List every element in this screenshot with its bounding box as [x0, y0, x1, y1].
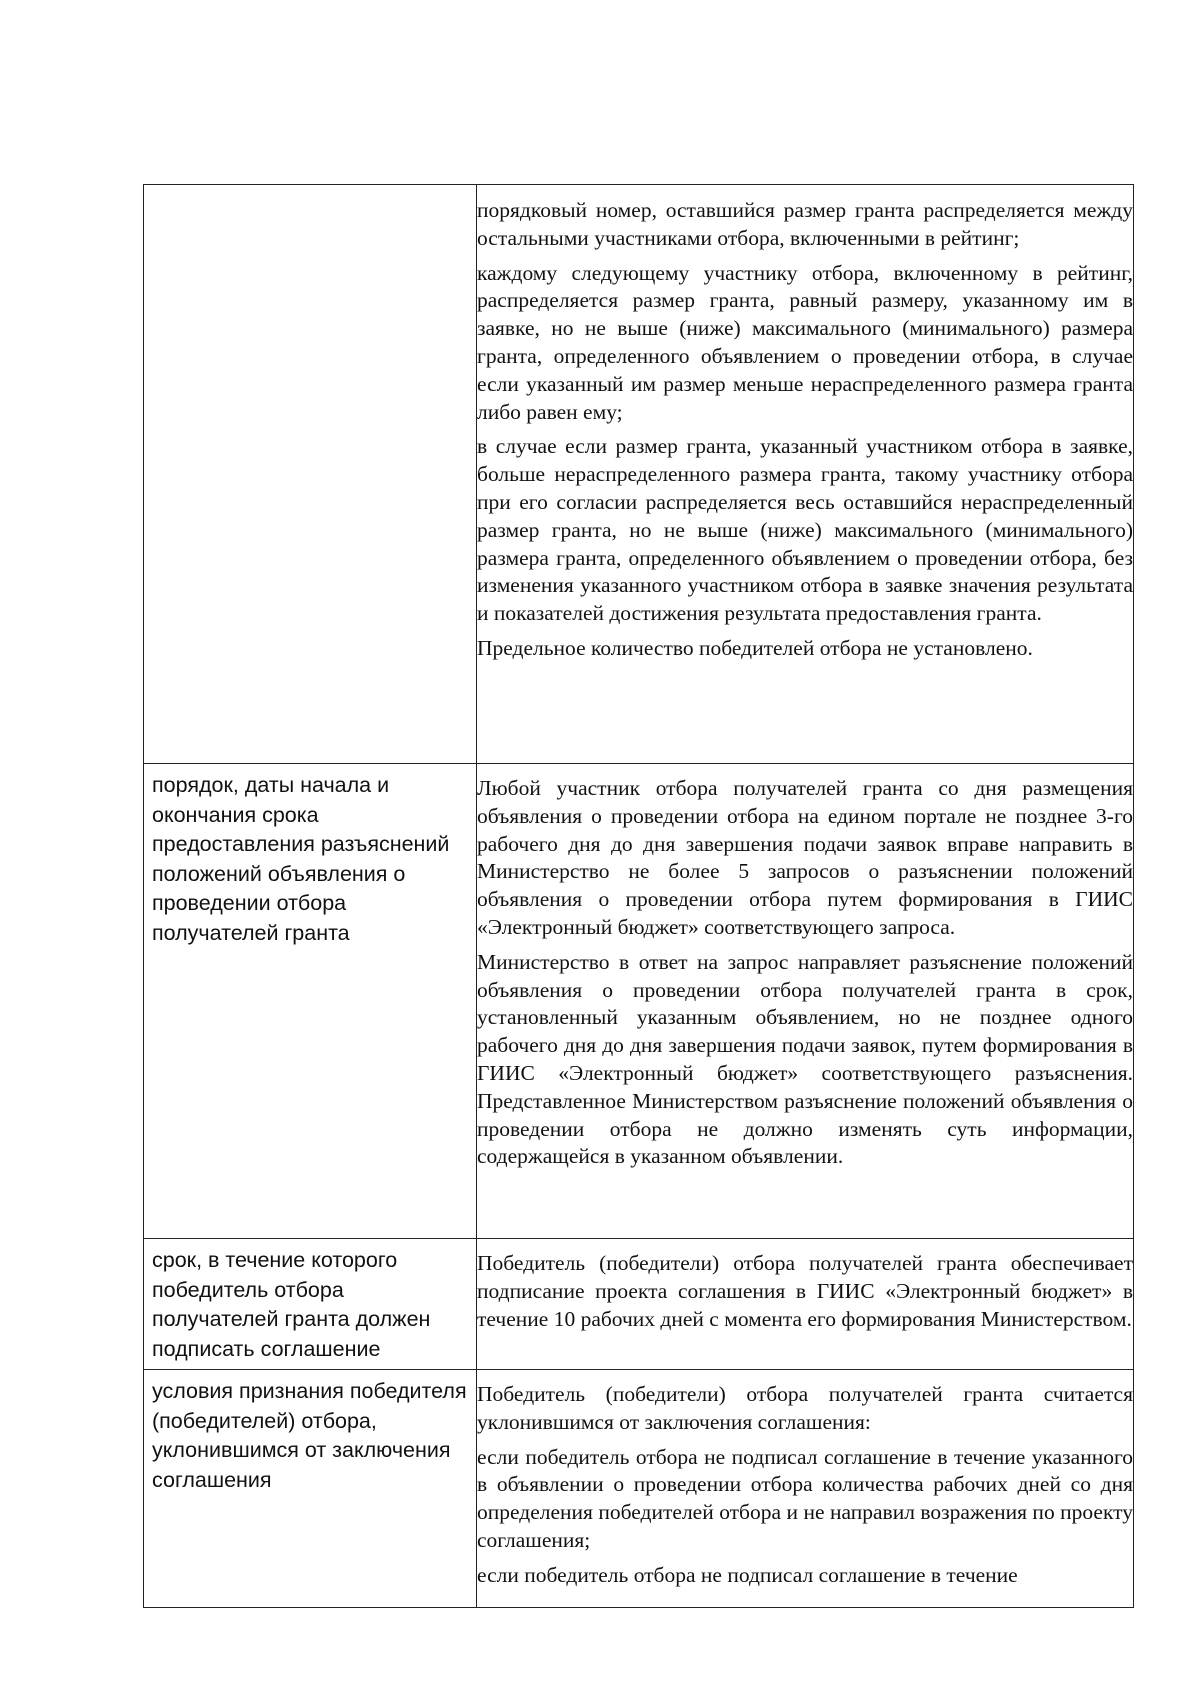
right-cell [477, 185, 1134, 764]
paragraph: если победитель отбора не подписал соглашение в течение [477, 1562, 1018, 1587]
document-table [143, 184, 1134, 1608]
paragraph: порядковый номер, оставшийся размер гранта распределяется между остальными участниками отбора, включенными в рейтинг; [477, 198, 1133, 250]
left-cell [144, 764, 477, 1239]
left-cell-text: срок, в течение которого победитель отбора получателей гранта должен подписать соглашение [152, 1248, 431, 1361]
left-cell-text: порядок, даты начала и окончания срока предоставления разъяснений положений объявления о проведении отбора получателей гранта [152, 773, 450, 945]
right-cell [477, 1370, 1134, 1608]
left-cell [144, 1370, 477, 1608]
paragraph: каждому следующему участнику отбора, включенному в рейтинг, распределяется размер гранта, равный размеру, указанному им в заявке, но не выше (ниже) максимального (минимального) размера гранта, определенного объявлением о проведении отбора, в случае если указанный им размер меньше нераспределенного размера гранта либо равен ему; [477, 260, 1133, 424]
paragraph: Любой участник отбора получателей гранта со дня размещения объявления о проведении отбора на едином портале не позднее 3-го рабочего дня до дня завершения подачи заявок вправе направить в Министерство не более 5 запросов о разъяснении положений объявления о проведении отбора путем формирования в ГИИС «Электронный бюджет» соответствующего запроса. [477, 776, 1133, 939]
table-row [144, 1239, 1134, 1370]
left-cell [144, 1239, 477, 1370]
table-row [144, 764, 1134, 1239]
paragraph: Предельное количество победителей отбора не установлено. [477, 635, 1033, 660]
left-cell-text [144, 185, 476, 192]
table-row [144, 1370, 1134, 1608]
right-cell [477, 1239, 1134, 1370]
paragraph: если победитель отбора не подписал соглашение в течение указанного в объявлении о проведении отбора количества рабочих дней со дня определения победителей отбора и не направил возражения по проекту соглашения; [477, 1444, 1133, 1552]
paragraph: Победитель (победители) отбора получателей гранта обеспечивает подписание проекта соглашения в ГИИС «Электронный бюджет» в течение 10 рабочих дней с момента его формирования Министерством. [477, 1251, 1133, 1331]
paragraph: Министерство в ответ на запрос направляет разъяснение положений объявления о проведении отбора получателей гранта в срок, установленный указанным объявлением, но не позднее одного рабочего дня до дня завершения подачи заявок, путем формирования в ГИИС «Электронный бюджет» соответствующего разъяснения. Представленное Министерством разъяснение положений объявления о проведении отбора не должно изменять суть информации, содержащейся в указанном объявлении. [477, 949, 1133, 1169]
table-row [144, 185, 1134, 764]
paragraph: в случае если размер гранта, указанный участником отбора в заявке, больше нераспределенного размера гранта, такому участнику отбора при его согласии распределяется весь оставшийся нераспределенный размер гранта, но не выше (ниже) максимального (минимального) размера гранта, определенного объявлением о проведении отбора, без изменения указанного участником отбора в заявке значения результата и показателей достижения результата предоставления гранта. [477, 434, 1133, 626]
right-cell [477, 764, 1134, 1239]
left-cell-text: условия признания победителя (победителей) отбора, уклонившимся от заключения соглашения [152, 1379, 467, 1492]
left-cell [144, 185, 477, 764]
paragraph: Победитель (победители) отбора получателей гранта считается уклонившимся от заключения соглашения: [477, 1382, 1133, 1434]
